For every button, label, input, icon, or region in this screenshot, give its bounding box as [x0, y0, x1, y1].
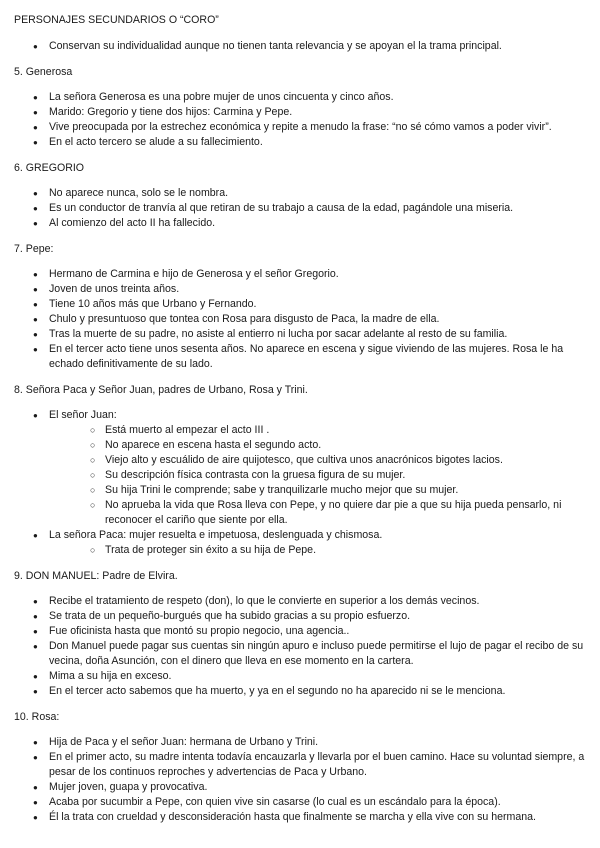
- pepe-list: [14, 267, 586, 372]
- sublist-item: ○ Trata de proteger sin éxito a su hija de Pepe.: [49, 543, 586, 558]
- list-item: ● Conservan su individualidad aunque no tienen tanta relevancia y se apoyan el la trama principal.: [14, 39, 586, 54]
- list-item-paca: [14, 528, 586, 558]
- section-title-pepe: 7. Pepe:: [14, 243, 54, 255]
- list-item: ● Don Manuel puede pagar sus cuentas sin ningún apuro e incluso puede permitirse el lujo de pagar el recibo de su vecina, doña Asunción, con el dinero que lleva en ese momento en la cartera.: [14, 639, 586, 669]
- sublist-item: ○ Su hija Trini le comprende; sabe y tranquilizarle mucho mejor que su mujer.: [49, 483, 586, 498]
- generosa-list: [14, 90, 586, 150]
- juan-label: El señor Juan:: [49, 409, 117, 421]
- list-item: ● Marido: Gregorio y tiene dos hijos: Carmina y Pepe.: [14, 105, 586, 120]
- document-page: [14, 14, 586, 837]
- list-item: ● Chulo y presuntuoso que tontea con Rosa para disgusto de Paca, la madre de ella.: [14, 312, 586, 327]
- list-item: ● En el tercer acto tiene unos sesenta años. No aparece en escena y sigue viviendo de las mujeres. Rosa le ha echado definitivamente de su lado.: [14, 342, 586, 372]
- section-title-paca-juan: 8. Señora Paca y Señor Juan, padres de Urbano, Rosa y Trini.: [14, 384, 308, 396]
- sublist-item: ○ No aparece en escena hasta el segundo acto.: [49, 438, 586, 453]
- list-item: ● En el primer acto, su madre intenta todavía encauzarla y llevarla por el buen camino. Hace su voluntad siempre, a pesar de los continuos reproches y advertencias de Paca y Urbano.: [14, 750, 586, 780]
- list-item: ● Hija de Paca y el señor Juan: hermana de Urbano y Trini.: [14, 735, 586, 750]
- sublist-item: ○ Su descripción física contrasta con la gruesa figura de su mujer.: [49, 468, 586, 483]
- list-item: ● Hermano de Carmina e hijo de Generosa y el señor Gregorio.: [14, 267, 586, 282]
- rosa-list: [14, 735, 586, 825]
- list-item: ● La señora Generosa es una pobre mujer de unos cincuenta y cinco años.: [14, 90, 586, 105]
- list-item: ● Es un conductor de tranvía al que retiran de su trabajo a causa de la edad, pagándole una miseria.: [14, 201, 586, 216]
- paca-sublist: [49, 543, 586, 558]
- list-item: ● Tiene 10 años más que Urbano y Fernando.: [14, 297, 586, 312]
- list-item: ● Al comienzo del acto II ha fallecido.: [14, 216, 586, 231]
- sublist-item: ○ Está muerto al empezar el acto III .: [49, 423, 586, 438]
- list-item: ● Vive preocupada por la estrechez económica y repite a menudo la frase: “no sé cómo vamos a poder vivir”.: [14, 120, 586, 135]
- list-item: ● En el acto tercero se alude a su fallecimiento.: [14, 135, 586, 150]
- list-item: ● Tras la muerte de su padre, no asiste al entierro ni lucha por sacar adelante al resto de su familia.: [14, 327, 586, 342]
- list-item: ● Recibe el tratamiento de respeto (don), lo que le convierte en superior a los demás vecinos.: [14, 594, 586, 609]
- section-title-rosa: 10. Rosa:: [14, 711, 60, 723]
- paca-label: La señora Paca: mujer resuelta e impetuosa, deslenguada y chismosa.: [49, 529, 383, 541]
- manuel-list: [14, 594, 586, 699]
- list-item: ● Se trata de un pequeño-burgués que ha subido gracias a su propio esfuerzo.: [14, 609, 586, 624]
- section-title-manuel: 9. DON MANUEL: Padre de Elvira.: [14, 570, 178, 582]
- intro-list: [14, 39, 586, 54]
- list-item: ● Él la trata con crueldad y desconsideración hasta que finalmente se marcha y ella vive con su hermana.: [14, 810, 586, 825]
- juan-sublist: [49, 423, 586, 528]
- sublist-item: ○ No aprueba la vida que Rosa lleva con Pepe, y no quiere dar pie a que su hija pueda pensarlo, ni reconocer el cariño que siente por ella.: [49, 498, 586, 528]
- sublist-item: ○ Viejo alto y escuálido de aire quijotesco, que cultiva unos anacrónicos bigotes lacios.: [49, 453, 586, 468]
- list-item: ● En el tercer acto sabemos que ha muerto, y ya en el segundo no ha aparecido ni se le menciona.: [14, 684, 586, 699]
- section-title-generosa: 5. Generosa: [14, 66, 73, 78]
- list-item-juan: [14, 408, 586, 528]
- list-item: ● Mujer joven, guapa y provocativa.: [14, 780, 586, 795]
- list-item: ● No aparece nunca, solo se le nombra.: [14, 186, 586, 201]
- list-item: ● Mima a su hija en exceso.: [14, 669, 586, 684]
- list-item: ● Acaba por sucumbir a Pepe, con quien vive sin casarse (lo cual es un escándalo para la época).: [14, 795, 586, 810]
- list-item: ● Joven de unos treinta años.: [14, 282, 586, 297]
- gregorio-list: [14, 186, 586, 231]
- list-item: ● Fue oficinista hasta que montó su propio negocio, una agencia..: [14, 624, 586, 639]
- section-title-gregorio: 6. GREGORIO: [14, 162, 85, 174]
- paca-juan-list: [14, 408, 586, 558]
- document-heading: PERSONAJES SECUNDARIOS O “CORO”: [14, 14, 219, 26]
